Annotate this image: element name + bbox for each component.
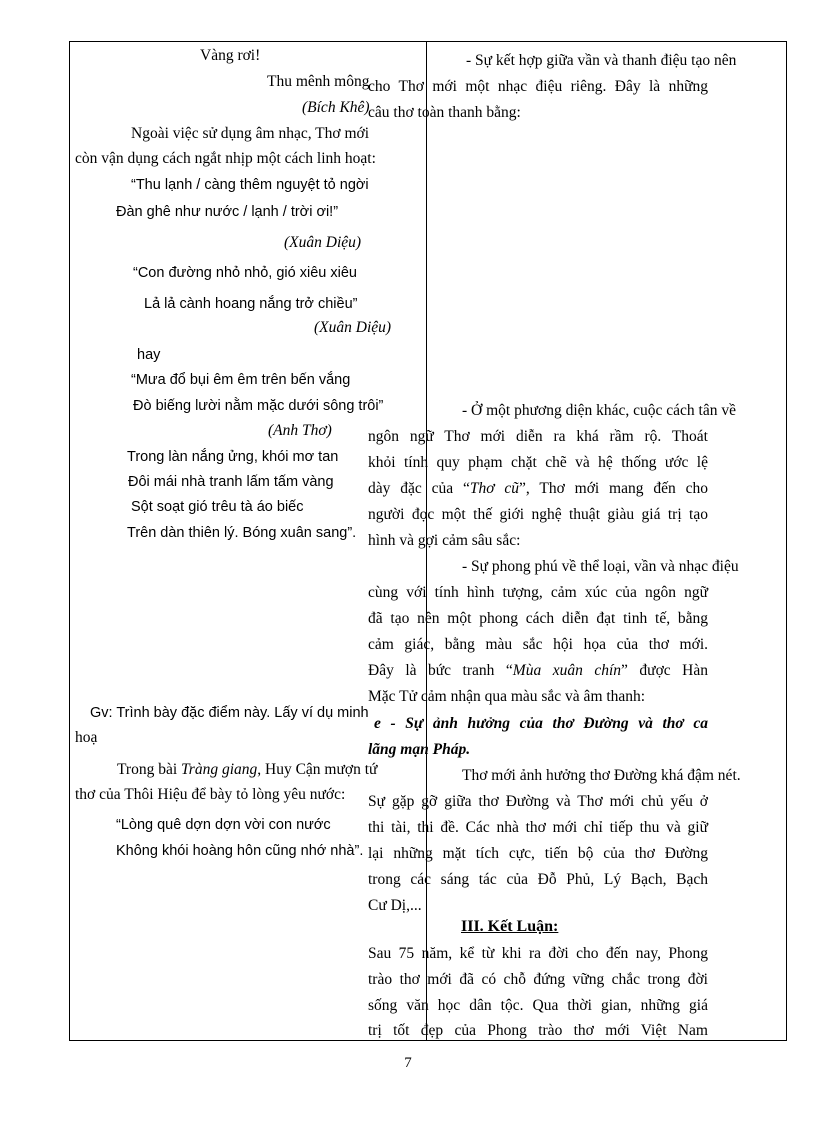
right-line-2: cho Thơ mới một nhạc điệu riêng. Đây là những: [368, 78, 708, 95]
right-line-10: - Sự phong phú về thể loại, vần và nhạc điệu: [462, 558, 739, 575]
right-line-25: Sau 75 năm, kể từ khi ra đời cho đến nay, Phong: [368, 945, 708, 962]
left-line-4: Ngoài việc sử dụng âm nhạc, Thơ mới: [131, 125, 370, 142]
left-verse-1: “Thu lạnh / càng thêm nguyệt tỏ ngời: [131, 177, 369, 193]
right-line-22: trong các sáng tác của Đỗ Phủ, Lý Bạch, Bạch: [368, 871, 708, 888]
right-line-6: khỏi tính quy phạm chặt chẽ và hệ thống ước lệ: [368, 454, 708, 471]
left-verse-6: Đò biếng lười nằm mặc dưới sông trôi”: [133, 398, 384, 414]
right-line-8: người đọc một thế giới nghệ thuật giàu giá trị tạo: [368, 506, 708, 523]
right-subheading-e-cont: lãng mạn Pháp.: [368, 741, 471, 758]
right-subheading-e: e - Sự ảnh hưởng của thơ Đường và thơ ca: [374, 715, 708, 732]
left-verse-10: Trên dàn thiên lý. Bóng xuân sang”.: [127, 525, 357, 541]
left-verse-7: Trong làn nắng ửng, khói mơ tan: [127, 449, 339, 465]
right-line-1: - Sự kết hợp giữa vần và thanh điệu tạo nên: [466, 52, 737, 69]
right-line-12: đã tạo nên một phong cách diễn đạt tinh tế, bằng: [368, 610, 708, 627]
left-author-anh-tho: (Anh Thơ): [268, 422, 332, 439]
left-trang-giang-line: Trong bài Tràng giang, Huy Cận mượn tứ: [117, 761, 378, 778]
right-line-27: sống văn học dân tộc. Qua thời gian, những giá: [368, 997, 708, 1014]
left-line-1: Vàng rơi!: [200, 47, 261, 64]
right-line-13: cảm giác, bằng màu sắc hội họa của thơ mới.: [368, 636, 708, 653]
left-verse-12: Không khói hoàng hôn cũng nhớ nhà”.: [116, 843, 364, 859]
left-verse-9: Sột soạt gió trêu tà áo biếc: [131, 499, 304, 515]
left-author-bich-khe: (Bích Khê): [302, 99, 370, 116]
right-line-20: thi tài, thi đề. Các nhà thơ mới chỉ tiếp thu và giữ: [368, 819, 708, 836]
right-line-4: - Ở một phương diện khác, cuộc cách tân về: [462, 402, 736, 419]
section-heading-conclusion: III. Kết Luận:: [461, 918, 559, 935]
right-line-9: hình và gợi cảm sâu sắc:: [368, 532, 521, 549]
right-line-11: cùng với tính hình tượng, cảm xúc của ngôn ngữ: [368, 584, 708, 601]
left-verse-11: “Lòng quê dợn dợn vời con nước: [116, 817, 331, 833]
left-verse-4: Lả lả cành hoang nắng trở chiều”: [144, 296, 358, 312]
left-author-xuan-dieu-1: (Xuân Diệu): [284, 234, 362, 251]
left-verse-5: “Mưa đổ bụi êm êm trên bến vắng: [131, 372, 351, 388]
page-number: 7: [404, 1055, 412, 1071]
left-verse-8: Đôi mái nhà tranh lấm tấm vàng: [128, 474, 334, 490]
left-line-2: Thu mênh mông: [267, 73, 370, 90]
left-line-thoi-hieu: thơ của Thôi Hiệu để bày tỏ lòng yêu nước:: [75, 786, 346, 803]
right-line-19: Sự gặp gỡ giữa thơ Đường và Thơ mới chủ yếu ở: [368, 793, 708, 810]
left-verse-2: Đàn ghê như nước / lạnh / trời ơi!”: [116, 204, 339, 220]
left-line-5: còn vận dụng cách ngắt nhịp một cách linh hoạt:: [75, 150, 376, 167]
right-line-21: lại những mặt tích cực, tiến bộ của thơ Đường: [368, 845, 708, 862]
right-line-18: Thơ mới ảnh hưởng thơ Đường khá đậm nét.: [462, 767, 741, 784]
right-line-7: dày đặc của “Thơ cũ”, Thơ mới mang đến cho: [368, 480, 708, 497]
right-line-15: Mặc Tử cảm nhận qua màu sắc và âm thanh:: [368, 688, 646, 705]
right-line-14: Đây là bức tranh “Mùa xuân chín” được Hàn: [368, 662, 708, 679]
right-line-23: Cư Dị,...: [368, 897, 422, 914]
right-line-3: câu thơ toàn thanh bằng:: [368, 104, 521, 121]
right-line-5: ngôn ngữ Thơ mới diễn ra khá rầm rộ. Thoát: [368, 428, 708, 445]
right-line-28: trị tốt đẹp của Phong trào thơ mới Việt Nam: [368, 1022, 708, 1039]
left-line-hay: hay: [137, 347, 161, 363]
left-teacher-note: Gv: Trình bày đặc điểm này. Lấy ví dụ minh: [90, 705, 369, 721]
left-verse-3: “Con đường nhỏ nhỏ, gió xiêu xiêu: [133, 265, 357, 281]
left-line-hoa: hoạ: [75, 729, 98, 746]
left-author-xuan-dieu-2: (Xuân Diệu): [314, 319, 392, 336]
right-line-26: trào thơ mới đã có chỗ đứng vững chắc trong đời: [368, 971, 708, 988]
